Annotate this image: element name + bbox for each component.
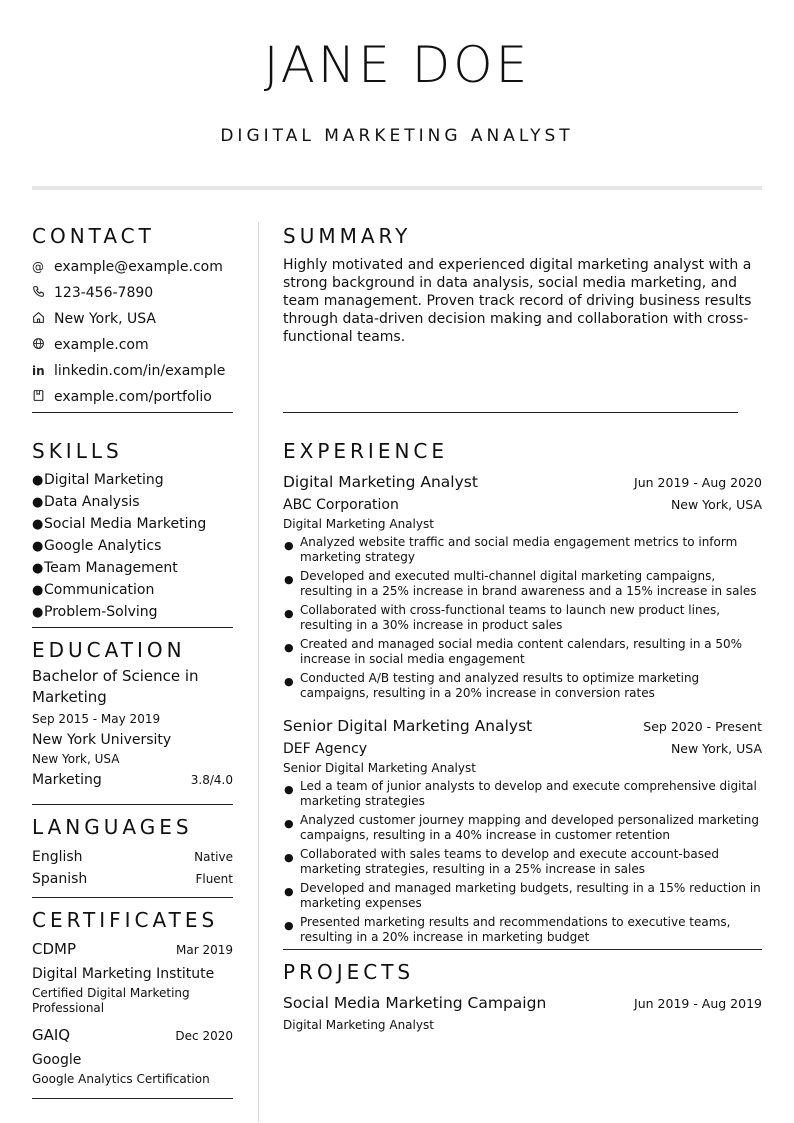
projects-section — [283, 960, 762, 1034]
right-column — [283, 224, 762, 1034]
candidate-title: DIGITAL MARKETING ANALYST — [220, 126, 574, 146]
bullet-icon: ● — [32, 539, 44, 554]
contact-linkedin-text: linkedin.com/in/example — [54, 363, 226, 379]
languages-heading: LANGUAGES — [32, 815, 193, 839]
job-bullet: ● Developed and executed multi-channel digital marketing campaigns, resulting in a 25% increase in brand awareness and a 15% increase in sales — [284, 569, 757, 598]
job-company: DEF Agency — [283, 741, 368, 757]
education-divider — [32, 804, 233, 805]
bullet-icon: ● — [284, 607, 294, 620]
column-divider — [258, 222, 259, 1122]
job-bullet: ● Presented marketing results and recommendations to executive teams, resulting in a 20% increase in marketing budget — [284, 915, 731, 944]
education-heading: EDUCATION — [32, 638, 186, 662]
contact-email[interactable] — [32, 254, 233, 280]
experience-heading: EXPERIENCE — [283, 439, 449, 463]
contact-location-text: New York, USA — [54, 311, 156, 327]
skills-section — [32, 439, 233, 627]
project-item — [283, 992, 762, 1034]
job-bullet: ● Led a team of junior analysts to develop and execute comprehensive digital marketing strategies — [284, 779, 757, 808]
job-location: New York, USA — [670, 497, 762, 512]
header-divider — [32, 186, 762, 190]
job-role: Digital Marketing Analyst — [283, 517, 434, 531]
certificate-date: Mar 2019 — [176, 943, 233, 957]
bullet-icon: ● — [284, 851, 294, 864]
job-bullet: ● Developed and managed marketing budgets, resulting in a 15% reduction in marketing expenses — [284, 881, 761, 910]
linkedin-icon: in — [32, 364, 45, 378]
bullet-icon: ● — [32, 473, 44, 488]
contact-divider — [32, 412, 233, 413]
bullet-icon: ● — [32, 495, 44, 510]
language-level: Native — [194, 850, 233, 864]
certificate-item — [32, 940, 233, 1016]
bullet-icon: ● — [32, 517, 44, 532]
education-school: New York University — [32, 732, 172, 748]
certificates-section — [32, 908, 233, 1098]
summary-heading: SUMMARY — [283, 224, 412, 248]
certificates-heading: CERTIFICATES — [32, 908, 219, 932]
certificate-description: Certified Digital Marketing Professional — [32, 986, 190, 1015]
summary-text: Highly motivated and experienced digital marketing analyst with a strong background in data analysis, social media marketing, and team management. Proven track record of driving business results through data-driven decision making and collaboration with cross-functional teams. — [283, 257, 752, 345]
job-bullet: ● Analyzed customer journey mapping and developed personalized marketing campaigns, resulting in a 40% increase in customer retention — [284, 813, 759, 842]
left-column — [32, 224, 233, 1099]
job-company: ABC Corporation — [283, 497, 399, 513]
certificate-date: Dec 2020 — [175, 1029, 233, 1043]
education-degree: Bachelor of Science in Marketing — [32, 667, 199, 706]
skill-item: ●Digital Marketing — [32, 469, 233, 491]
bullet-icon: ● — [284, 675, 294, 688]
bullet-icon: ● — [284, 919, 294, 932]
education-section — [32, 638, 233, 804]
skill-item: ●Google Analytics — [32, 535, 233, 557]
skill-item: ●Data Analysis — [32, 491, 233, 513]
job-entry — [283, 471, 762, 701]
job-location: New York, USA — [670, 741, 762, 756]
certificate-name: CDMP — [32, 940, 77, 958]
contact-website[interactable] — [32, 332, 233, 358]
job-bullet: ● Analyzed website traffic and social media engagement metrics to inform marketing strategy — [284, 535, 738, 564]
portfolio-icon — [32, 389, 54, 405]
bullet-icon: ● — [284, 817, 294, 830]
project-name: Social Media Marketing Campaign — [283, 994, 547, 1012]
home-icon — [32, 311, 54, 327]
bullet-icon: ● — [284, 641, 294, 654]
project-dates: Jun 2019 - Aug 2019 — [634, 996, 762, 1011]
contact-linkedin[interactable] — [32, 358, 233, 384]
experience-section — [283, 439, 762, 949]
job-dates: Jun 2019 - Aug 2020 — [634, 475, 762, 490]
experience-divider — [283, 949, 762, 950]
job-bullet: ● Collaborated with cross-functional teams to launch new product lines, resulting in a 30% increase in product sales — [284, 603, 721, 632]
education-field: Marketing — [32, 772, 102, 788]
projects-heading: PROJECTS — [283, 960, 415, 984]
bullet-icon: ● — [284, 783, 294, 796]
bullet-icon: ● — [32, 561, 44, 576]
certificate-item — [32, 1026, 233, 1087]
contact-phone[interactable] — [32, 280, 233, 306]
certificate-description: Google Analytics Certification — [32, 1072, 210, 1086]
language-row — [32, 869, 233, 891]
contact-portfolio-text: example.com/portfolio — [54, 389, 212, 405]
certificate-issuer: Digital Marketing Institute — [32, 966, 215, 982]
summary-divider — [283, 412, 738, 413]
certificate-issuer: Google — [32, 1052, 82, 1068]
job-role: Senior Digital Marketing Analyst — [283, 761, 476, 775]
bullet-icon: ● — [32, 605, 44, 620]
summary-section — [283, 224, 762, 412]
job-bullet: ● Collaborated with sales teams to develop and execute account-based marketing strategies, resulting in a 25% increase in sales — [284, 847, 719, 876]
bullet-icon: ● — [32, 583, 44, 598]
skill-item: ●Problem-Solving — [32, 601, 233, 623]
at-icon: @ — [32, 260, 44, 274]
contact-section — [32, 224, 233, 412]
bullet-icon: ● — [284, 573, 294, 586]
contact-location — [32, 306, 233, 332]
phone-icon — [32, 285, 54, 301]
bullet-icon: ● — [284, 885, 294, 898]
languages-divider — [32, 897, 233, 898]
skill-item: ●Social Media Marketing — [32, 513, 233, 535]
project-role: Digital Marketing Analyst — [283, 1018, 434, 1032]
contact-website-text: example.com — [54, 337, 149, 353]
education-dates: Sep 2015 - May 2019 — [32, 712, 161, 726]
bullet-icon: ● — [284, 539, 294, 552]
skills-heading: SKILLS — [32, 439, 123, 463]
skills-divider — [32, 627, 233, 628]
language-row — [32, 847, 233, 869]
job-bullet: ● Created and managed social media content calendars, resulting in a 50% increase in social media engagement — [284, 637, 743, 666]
certificate-name: GAIQ — [32, 1026, 71, 1044]
languages-section — [32, 815, 233, 897]
language-name: Spanish — [32, 871, 88, 887]
contact-email-text: example@example.com — [54, 259, 223, 275]
contact-heading: CONTACT — [32, 224, 155, 248]
contact-phone-text: 123-456-7890 — [54, 285, 154, 301]
education-gpa: 3.8/4.0 — [190, 773, 233, 787]
job-position: Senior Digital Marketing Analyst — [283, 717, 533, 735]
skill-item: ●Communication — [32, 579, 233, 601]
job-position: Digital Marketing Analyst — [283, 473, 478, 491]
job-bullet: ● Conducted A/B testing and analyzed results to optimize marketing campaigns, resulting in a 20% increase in conversion rates — [284, 671, 700, 700]
certificates-divider — [32, 1098, 233, 1099]
globe-icon — [32, 337, 54, 353]
skill-item: ●Team Management — [32, 557, 233, 579]
language-level: Fluent — [195, 872, 233, 886]
job-entry — [283, 715, 762, 945]
candidate-name: JANE DOE — [263, 36, 531, 94]
education-location: New York, USA — [32, 752, 120, 766]
contact-portfolio[interactable] — [32, 384, 233, 410]
job-dates: Sep 2020 - Present — [643, 719, 762, 734]
language-name: English — [32, 849, 83, 865]
